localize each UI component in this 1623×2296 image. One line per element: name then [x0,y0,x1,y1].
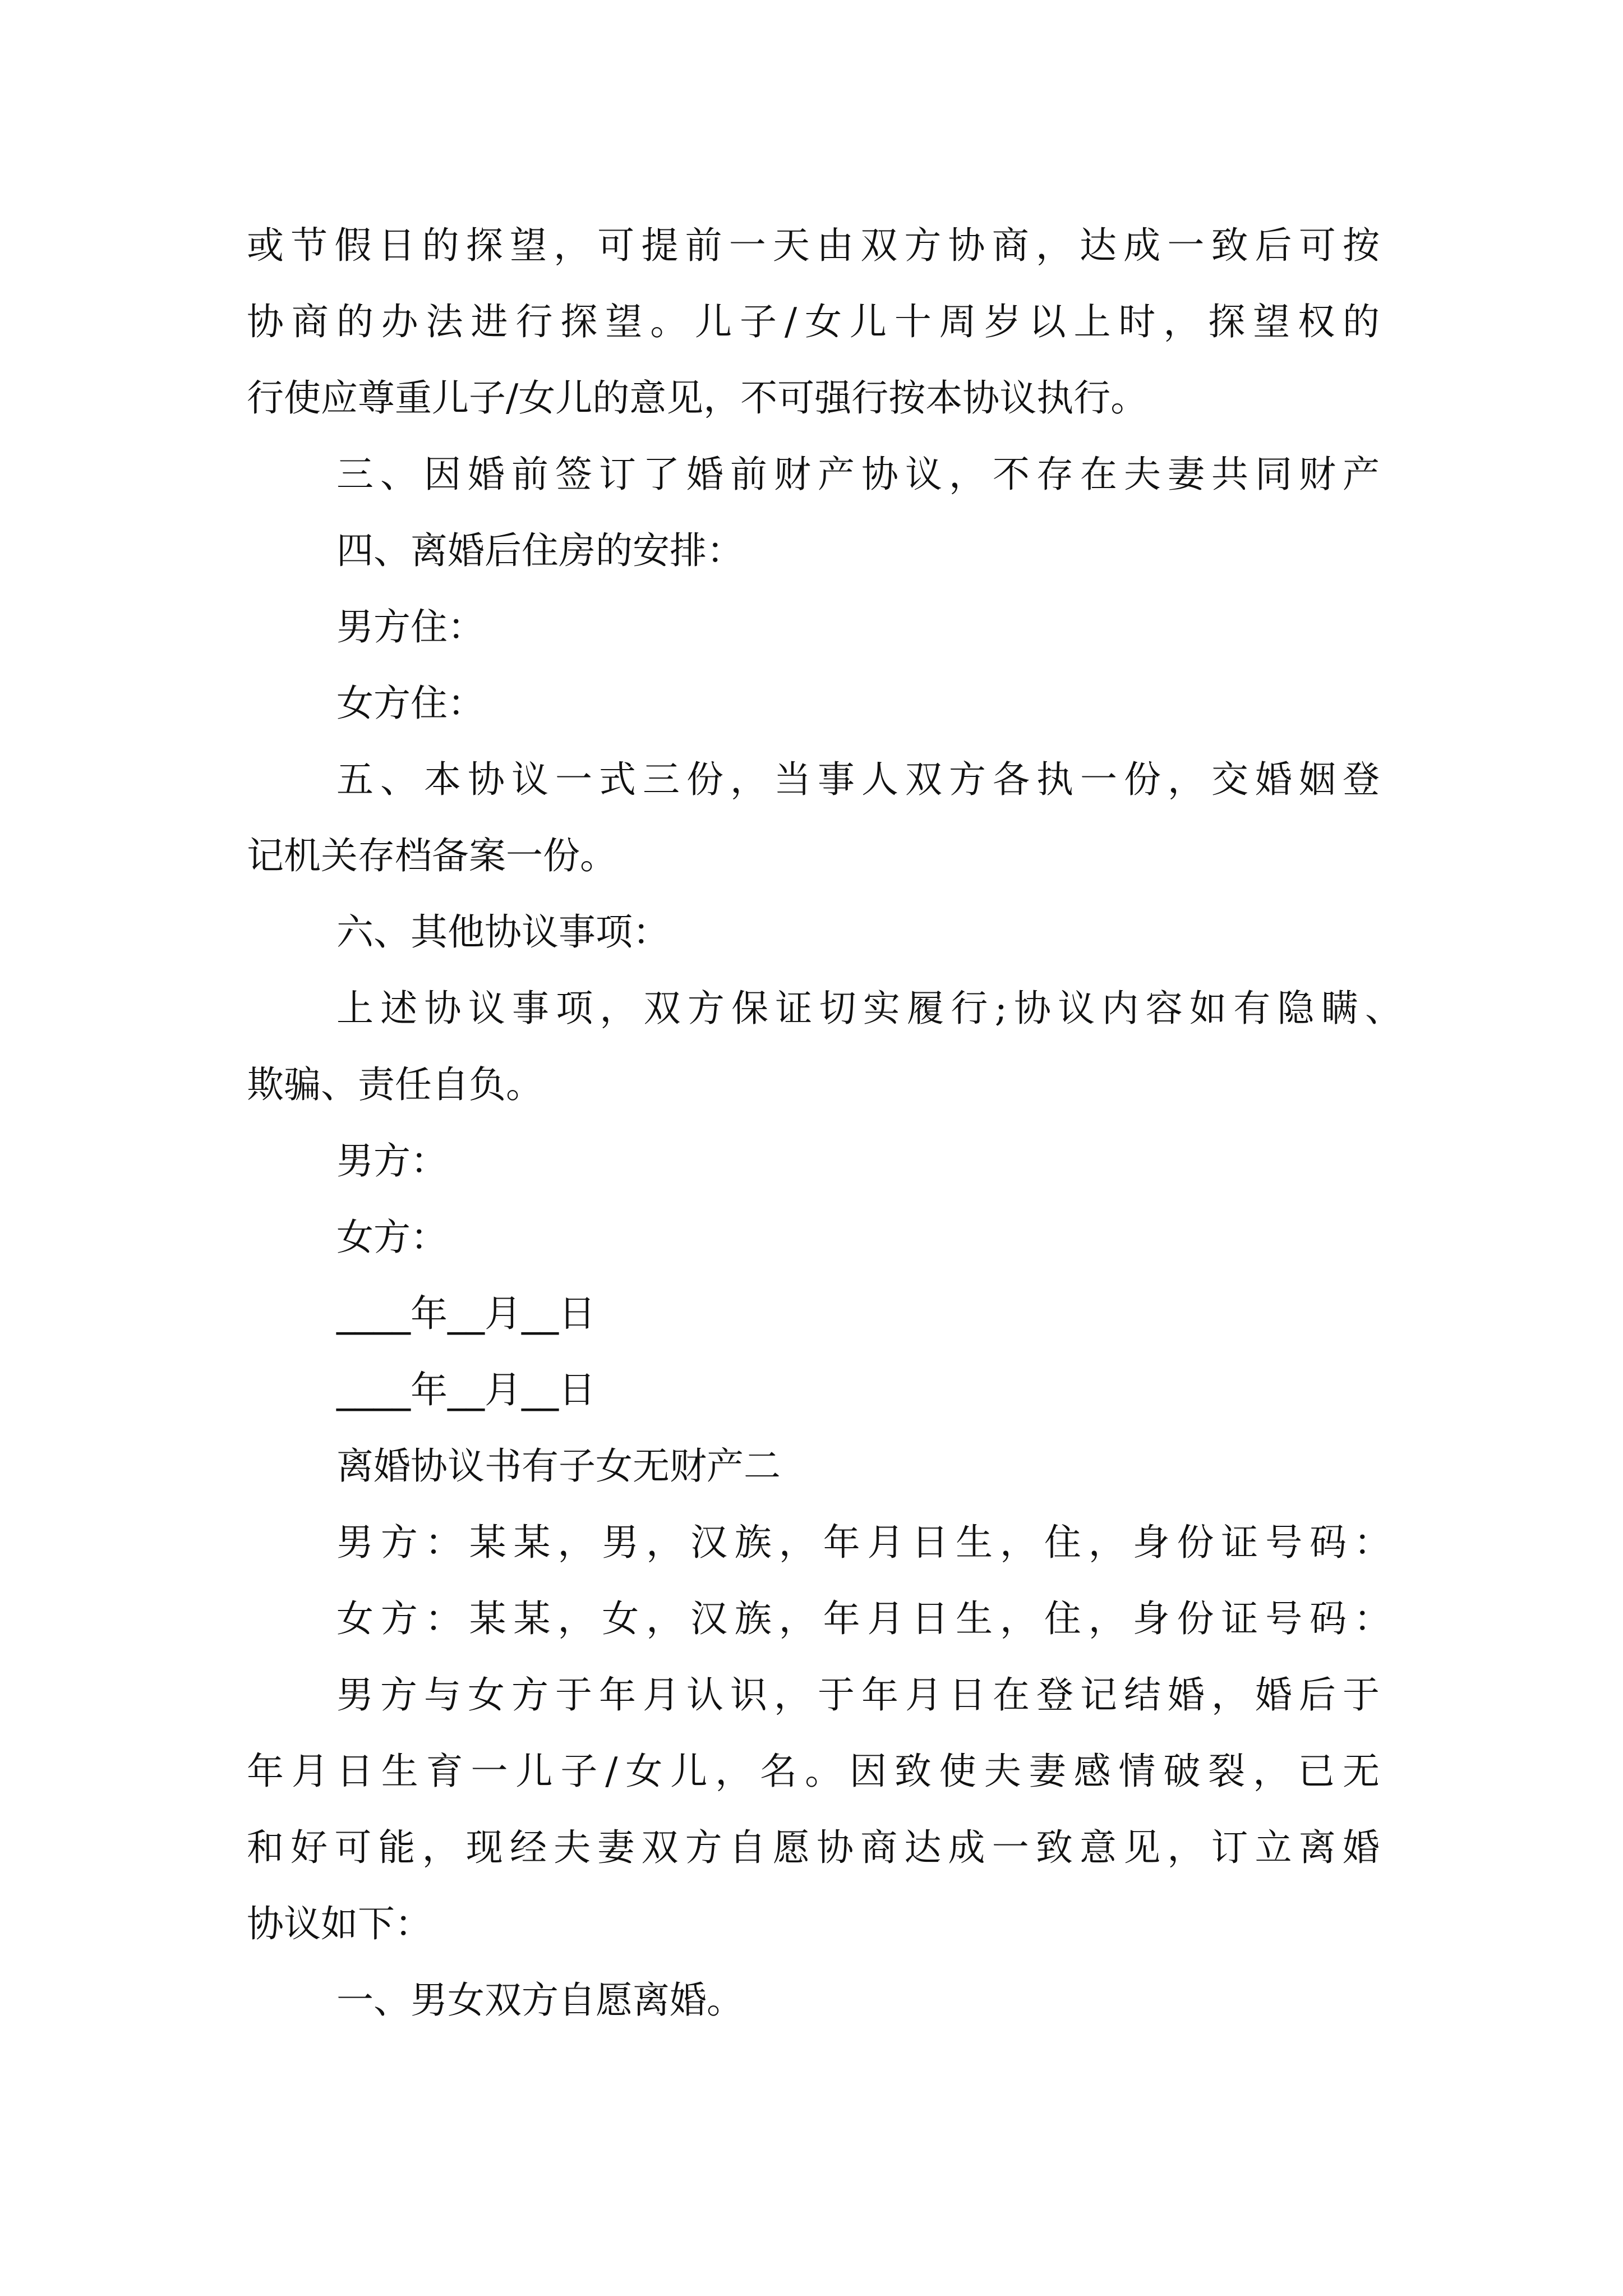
paragraph-line: 行使应尊重儿子/女儿的意见，不可强行按本协议执行。 [247,376,1148,420]
paragraph-line: 欺骗、责任自负。 [247,1063,543,1106]
paragraph-line: 三、因婚前签订了婚前财产协议，不存在夫妻共同财产 [336,453,1380,496]
paragraph-line: 协商的办法进行探望。儿子/女儿十周岁以上时，探望权的 [247,300,1380,343]
section-title: 离婚协议书有子女无财产二 [336,1444,781,1488]
paragraph-line: 协议如下： [247,1902,432,1945]
paragraph-line: 六、其他协议事项： [336,910,670,954]
date-line: ____年__月__日 [336,1368,596,1411]
paragraph-line: 女方：某某，女，汉族，年月日生，住，身份证号码： [336,1597,1391,1640]
paragraph-line: 女方： [336,1216,448,1259]
paragraph-line: 记机关存档备案一份。 [247,834,617,877]
paragraph-line: 男方住： [336,605,485,648]
paragraph-line: 男方： [336,1139,448,1182]
paragraph-line: 或节假日的探望，可提前一天由双方协商，达成一致后可按 [247,224,1380,267]
paragraph-line: 四、离婚后住房的安排： [336,529,744,572]
paragraph-line: 男方与女方于年月认识，于年月日在登记结婚，婚后于 [336,1673,1380,1717]
paragraph-line: 五、本协议一式三份，当事人双方各执一份，交婚姻登 [336,758,1380,801]
paragraph-line: 年月日生育一儿子/女儿，名。因致使夫妻感情破裂，已无 [247,1750,1380,1793]
paragraph-line: 和好可能，现经夫妻双方自愿协商达成一致意见，订立离婚 [247,1826,1380,1869]
paragraph-line: 上述协议事项，双方保证切实履行;协议内容如有隐瞒、 [336,987,1402,1030]
paragraph-line: 女方住： [336,682,485,725]
date-line: ____年__月__日 [336,1292,596,1335]
paragraph-line: 男方：某某，男，汉族，年月日生，住，身份证号码： [336,1521,1391,1564]
paragraph-line: 一、男女双方自愿离婚。 [336,1978,744,2022]
